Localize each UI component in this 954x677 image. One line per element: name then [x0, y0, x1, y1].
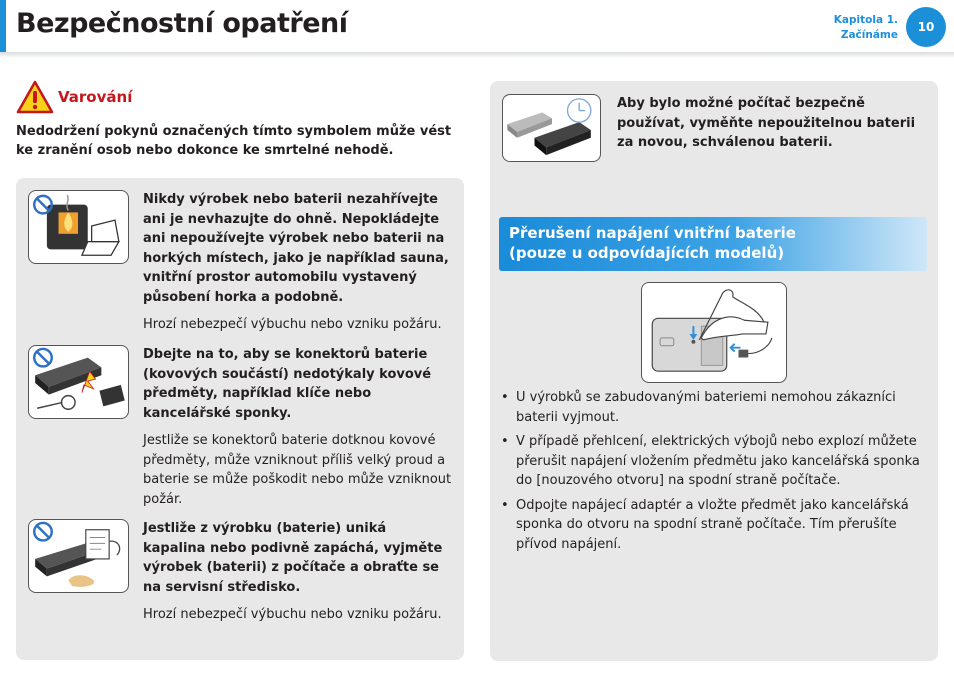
chapter-label[interactable] [834, 13, 898, 43]
page-title: Bezpečnostní opatření [16, 8, 348, 39]
warning-item-fire [28, 190, 453, 335]
warning-heading [16, 80, 132, 114]
header-divider [0, 52, 954, 58]
section-heading-line1: Přerušení napájení vnitřní baterie [509, 224, 796, 242]
battery-replace-icon [502, 94, 601, 162]
chapter-name: Začínáme [840, 29, 898, 41]
warning-item-fire-main: Nikdy výrobek nebo baterii nezahřívejte ani je nevhazujte do ohně. Nepokládejte ani nepoužívejte výrobek nebo baterii na horkých místech, jako je například sauna, vnitřní prostor automobilu vystavený působení horka a podobně. [143, 192, 449, 305]
warning-description: Nedodržení pokynů označených tímto symbolem může vést ke zranění osob nebo dokonce ke smrtelné nehodě. [16, 124, 452, 158]
list-item: • U výrobků se zabudovanými bateriemi nemohou zákazníci baterii vyjmout. [500, 388, 930, 427]
chapter-number: Kapitola 1. [833, 14, 898, 26]
warning-item-metal [28, 345, 453, 509]
warning-item-metal-note: Jestliže se konektorů baterie dotknou kovové předměty, může vzniknout příliš velký proud a baterie se může poškodit nebo může vzniknout požár. [143, 433, 452, 507]
no-metal-contact-icon [28, 345, 129, 419]
battery-replace-text: Aby bylo možné počítač bezpečně používat, vyměňte nepoužitelnou baterii za novou, schválenou baterii. [617, 96, 916, 150]
list-item: • Odpojte napájecí adaptér a vložte předmět jako kancelářská sponka do otvoru na spodní straně počítače. Tím přerušíte přívod napájení. [500, 496, 930, 555]
emergency-hole-icon [641, 282, 787, 383]
warning-item-metal-main: Dbejte na to, aby se konektorů baterie (kovových součástí) nedotýkaly kovové předměty, například klíče nebo kancelářské sponky. [143, 347, 432, 421]
list-item: • V případě přehlcení, elektrických výbojů nebo explozí můžete přerušit napájení vložením předmětu jako kancelářská sponka do [nouzového otvoru] na spodní straně počítače. [500, 432, 930, 491]
section-heading-line2: (pouze u odpovídajících modelů) [509, 244, 785, 262]
warning-item-leak-note: Hrozí nebezpečí výbuchu nebo vzniku požáru. [143, 607, 442, 622]
battery-leak-icon [28, 519, 129, 593]
warning-item-leak-main: Jestliže z výrobku (baterie) uniká kapalina nebo podivně zapáchá, vyjměte výrobek (baterii) z počítače a obraťte se na servisní středisko. [143, 521, 443, 595]
battery-replace-item [502, 94, 927, 162]
header-accent-bar [0, 0, 6, 52]
page-number-badge: 10 [906, 7, 946, 47]
warning-item-fire-note: Hrozí nebezpečí výbuchu nebo vzniku požáru. [143, 317, 442, 332]
warning-item-leak [28, 519, 453, 625]
section-heading [499, 217, 927, 271]
warning-triangle-icon [16, 80, 54, 114]
no-fire-battery-icon [28, 190, 129, 264]
bullet-list [500, 388, 930, 559]
warning-title: Varování [58, 88, 133, 106]
